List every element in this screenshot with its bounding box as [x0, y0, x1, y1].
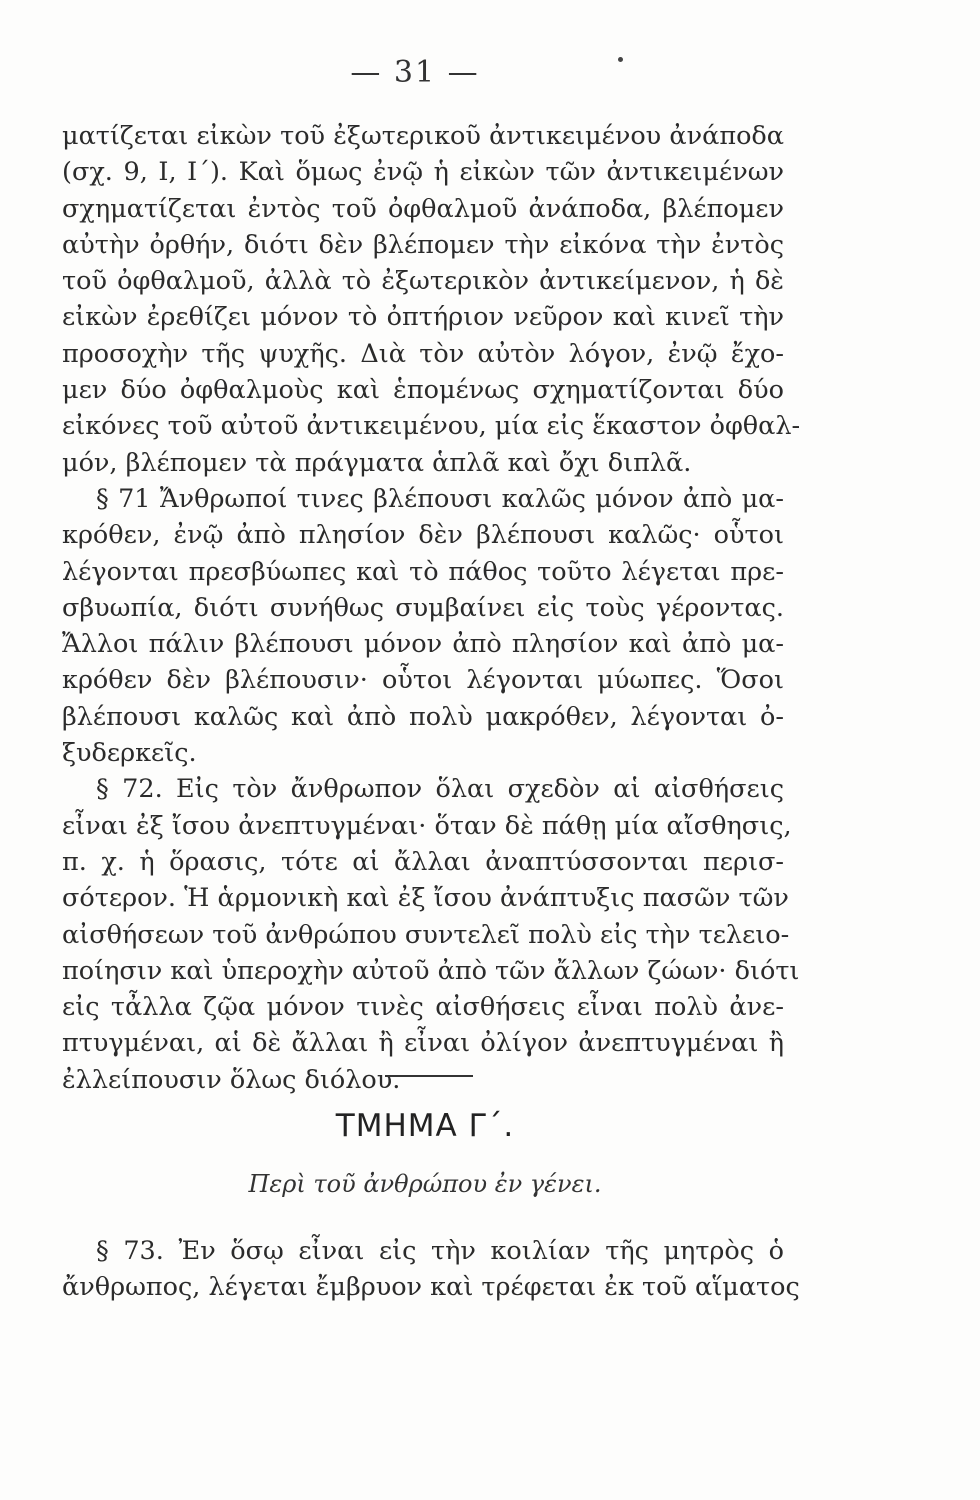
- section-divider: [385, 1075, 473, 1077]
- text-line: αὐτὴν ὀρθήν, διότι δὲν βλέπομεν τὴν εἰκόνα τὴν ἐντὸς: [62, 229, 784, 260]
- section-title: ΤΜΗΜΑ Γ΄.: [335, 1108, 515, 1144]
- text-line: Ἄλλοι πάλιν βλέπουσι μόνον ἀπὸ πλησίον καὶ ἀπὸ μα-: [62, 629, 784, 660]
- text-line: αἰσθήσεων τοῦ ἀνθρώπου συντελεῖ πολὺ εἰς τὴν τελειο-: [62, 919, 790, 950]
- section-text-block: [62, 1233, 800, 1306]
- paragraph-71-start: § 71 Ἄνθρωποί τινες βλέπουσι καλῶς μόνον ἀπὸ μα-: [96, 483, 784, 514]
- text-line: εἰς τἆλλα ζῷα μόνον τινὲς αἰσθήσεις εἶναι πολὺ ἀνε-: [62, 992, 784, 1023]
- text-line: λέγονται πρεσβύωπες καὶ τὸ πάθος τοῦτο λέγεται πρε-: [62, 556, 784, 587]
- text-line: ἄνθρωπος, λέγεται ἔμβρυον καὶ τρέφεται ἐκ τοῦ αἵματος: [62, 1272, 800, 1303]
- text-line: π. χ. ἡ ὅρασις, τότε αἱ ἄλλαι ἀναπτύσσονται περισ-: [62, 846, 784, 877]
- text-line: (σχ. 9, Ι, Ι΄). Καὶ ὅμως ἐνῷ ἡ εἰκὼν τῶν ἀντικειμένων: [62, 157, 784, 188]
- text-line: μόν, βλέπομεν τὰ πράγματα ἁπλᾶ καὶ ὄχι διπλᾶ.: [62, 447, 692, 478]
- text-line: προσοχὴν τῆς ψυχῆς. Διὰ τὸν αὐτὸν λόγον, ἐνῷ ἔχο-: [62, 338, 784, 369]
- text-line: εἰκὼν ἐρεθίζει μόνον τὸ ὀπτήριον νεῦρον καὶ κινεῖ τὴν: [62, 302, 784, 333]
- text-line: μεν δύο ὀφθαλμοὺς καὶ ἑπομένως σχηματίζονται δύο: [62, 375, 784, 406]
- text-line: σβυωπία, διότι συνήθως συμβαίνει εἰς τοὺς γέροντας.: [62, 592, 784, 623]
- text-line: βλέπουσι καλῶς καὶ ἀπὸ πολὺ μακρόθεν, λέγονται ὀ-: [62, 701, 784, 732]
- text-line: κρόθεν δὲν βλέπουσιν· οὗτοι λέγονται μύωπες. Ὅσοι: [62, 665, 784, 696]
- text-line: σότερον. Ἡ ἁρμονικὴ καὶ ἐξ ἴσου ἀνάπτυξις πασῶν τῶν: [62, 883, 789, 914]
- section-subtitle: Περὶ τοῦ ἀνθρώπου ἐν γένει.: [248, 1170, 602, 1198]
- text-line: εἶναι ἐξ ἴσου ἀνεπτυγμέναι· ὅταν δὲ πάθῃ μία αἴσθησις,: [62, 810, 792, 841]
- text-line: ἐλλείπουσιν ὅλως διόλου.: [62, 1064, 401, 1095]
- text-line: σχηματίζεται ἐντὸς τοῦ ὀφθαλμοῦ ἀνάποδα, βλέπομεν: [62, 193, 784, 224]
- paragraph-73-start: § 73. Ἐν ὅσῳ εἶναι εἰς τὴν κοιλίαν τῆς μητρὸς ὁ: [96, 1236, 784, 1266]
- text-line: κρόθεν, ἐνῷ ἀπὸ πλησίον δὲν βλέπουσι καλῶς· οὗτοι: [62, 520, 784, 551]
- text-line: εἰκόνες τοῦ αὐτοῦ ἀντικειμένου, μία εἰς ἕκαστον ὀφθαλ-: [62, 411, 801, 442]
- text-line: ποίησιν καὶ ὑπεροχὴν αὐτοῦ ἀπὸ τῶν ἄλλων ζώων· διότι: [62, 955, 800, 986]
- main-text-block: [62, 118, 801, 1098]
- text-line: τοῦ ὀφθαλμοῦ, ἀλλὰ τὸ ἐξωτερικὸν ἀντικείμενον, ἡ δὲ: [62, 266, 784, 297]
- text-line: ματίζεται εἰκὼν τοῦ ἐξωτερικοῦ ἀντικειμένου ἀνάποδα: [62, 121, 784, 151]
- text-line: πτυγμέναι, αἱ δὲ ἄλλαι ἢ εἶναι ὀλίγον ἀνεπτυγμέναι ἢ: [62, 1028, 784, 1059]
- page-number: — 31 —: [350, 55, 480, 90]
- paragraph-72-start: § 72. Εἰς τὸν ἄνθρωπον ὅλαι σχεδὸν αἱ αἰσθήσεις: [96, 774, 784, 805]
- text-line: ξυδερκεῖς.: [62, 738, 197, 769]
